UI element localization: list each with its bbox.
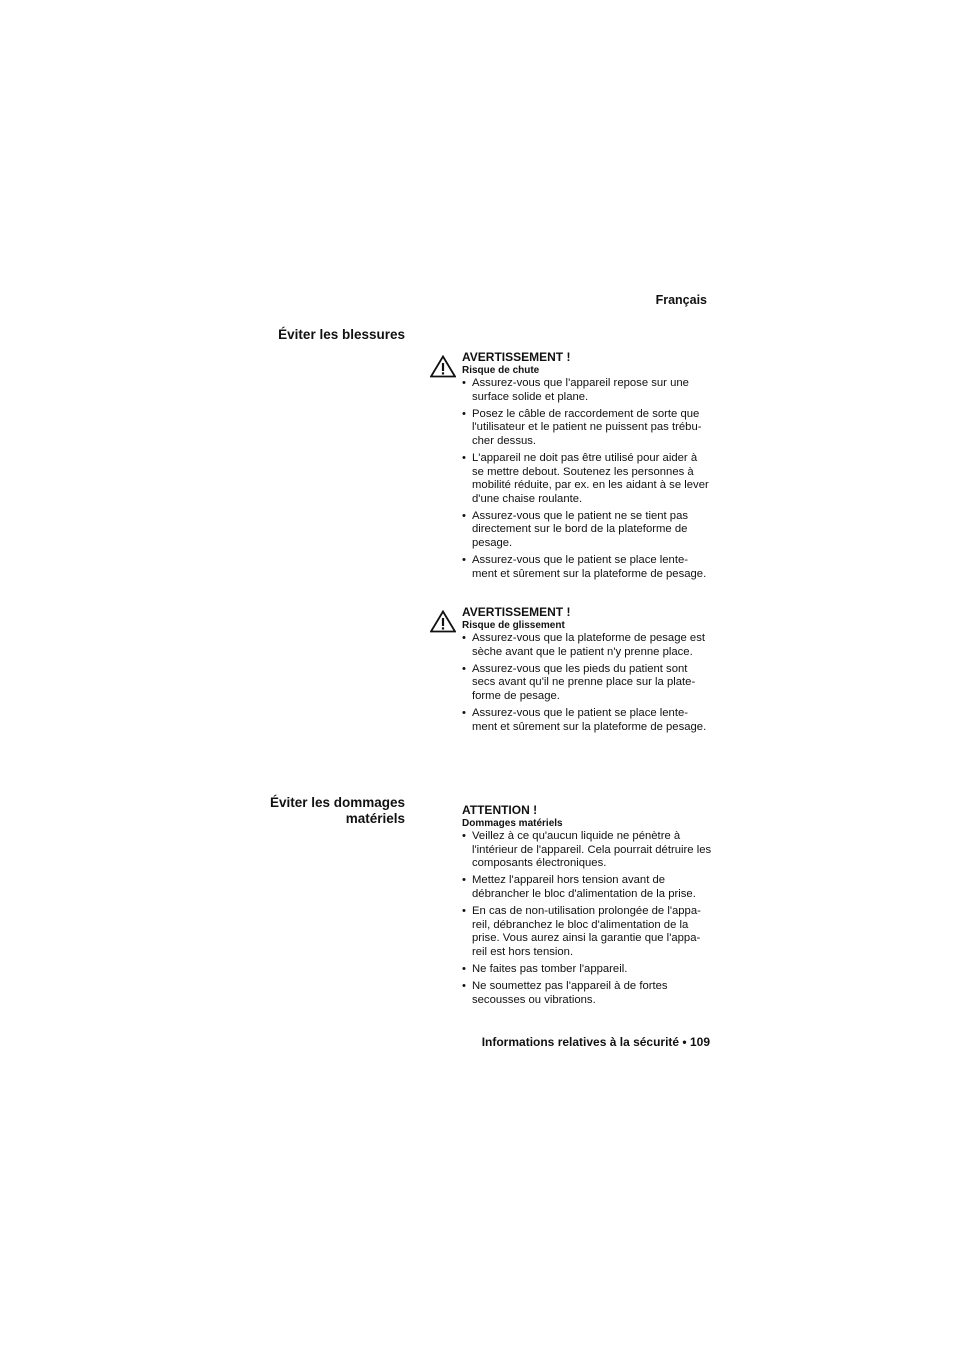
attention-block-damage (462, 803, 712, 1011)
list-item: • Mettez l'appareil hors tension avant de débrancher le bloc d'alimentation de la prise. (462, 874, 712, 901)
list-item: • Assurez-vous que la plateforme de pesage est sèche avant que le patient n'y prenne place. (462, 632, 712, 659)
list-item: • Assurez-vous que le patient se place lente-ment et sûrement sur la plateforme de pesage. (462, 554, 712, 581)
list-item: • Assurez-vous que le patient ne se tient pas directement sur le bord de la plateforme de pesage. (462, 510, 712, 551)
language-label: Français (655, 293, 707, 307)
warning-subtitle: Risque de glissement (462, 620, 565, 631)
list-item: • Ne soumettez pas l'appareil à de fortes secousses ou vibrations. (462, 980, 712, 1007)
warning-block-fall (462, 350, 712, 585)
list-item: • L'appareil ne doit pas être utilisé pour aider à se mettre debout. Soutenez les personnes à mobilité réduite, par ex. en les aidant à se lever d'une chaise roulante. (462, 452, 712, 506)
attention-list (462, 830, 712, 1007)
warning-block-slip (462, 605, 712, 738)
warning-subtitle: Risque de chute (462, 365, 540, 376)
section-heading-injuries: Éviter les blessures (278, 327, 405, 342)
warning-list (462, 632, 712, 734)
warning-triangle-icon (430, 355, 456, 378)
section-heading-line: matériels (345, 811, 405, 826)
warning-list (462, 377, 712, 581)
warning-title: AVERTISSEMENT ! (462, 605, 571, 619)
list-item: • En cas de non-utilisation prolongée de l'appa-reil, débranchez le bloc d'alimentation de la prise. Vous aurez ainsi la garantie que l'appa-reil est hors tension. (462, 905, 712, 959)
attention-title: ATTENTION ! (462, 803, 538, 817)
list-item: • Ne faites pas tomber l'appareil. (462, 963, 712, 977)
attention-subtitle: Dommages matériels (462, 818, 563, 829)
list-item: • Assurez-vous que le patient se place lente-ment et sûrement sur la plateforme de pesage. (462, 707, 712, 734)
warning-title: AVERTISSEMENT ! (462, 350, 571, 364)
list-item: • Posez le câble de raccordement de sorte que l'utilisateur et le patient ne puissent pas trébu-cher dessus. (462, 408, 712, 449)
list-item: • Assurez-vous que les pieds du patient sont secs avant qu'il ne prenne place sur la plate-forme de pesage. (462, 663, 712, 704)
warning-triangle-icon (430, 610, 456, 633)
list-item: • Veillez à ce qu'aucun liquide ne pénètre à l'intérieur de l'appareil. Cela pourrait détruire les composants électroniques. (462, 830, 712, 871)
list-item: • Assurez-vous que l'appareil repose sur une surface solide et plane. (462, 377, 712, 404)
section-heading-damage (240, 795, 405, 827)
section-heading-line: Éviter les dommages (269, 795, 405, 810)
page-footer: Informations relatives à la sécurité • 109 (481, 1035, 710, 1049)
